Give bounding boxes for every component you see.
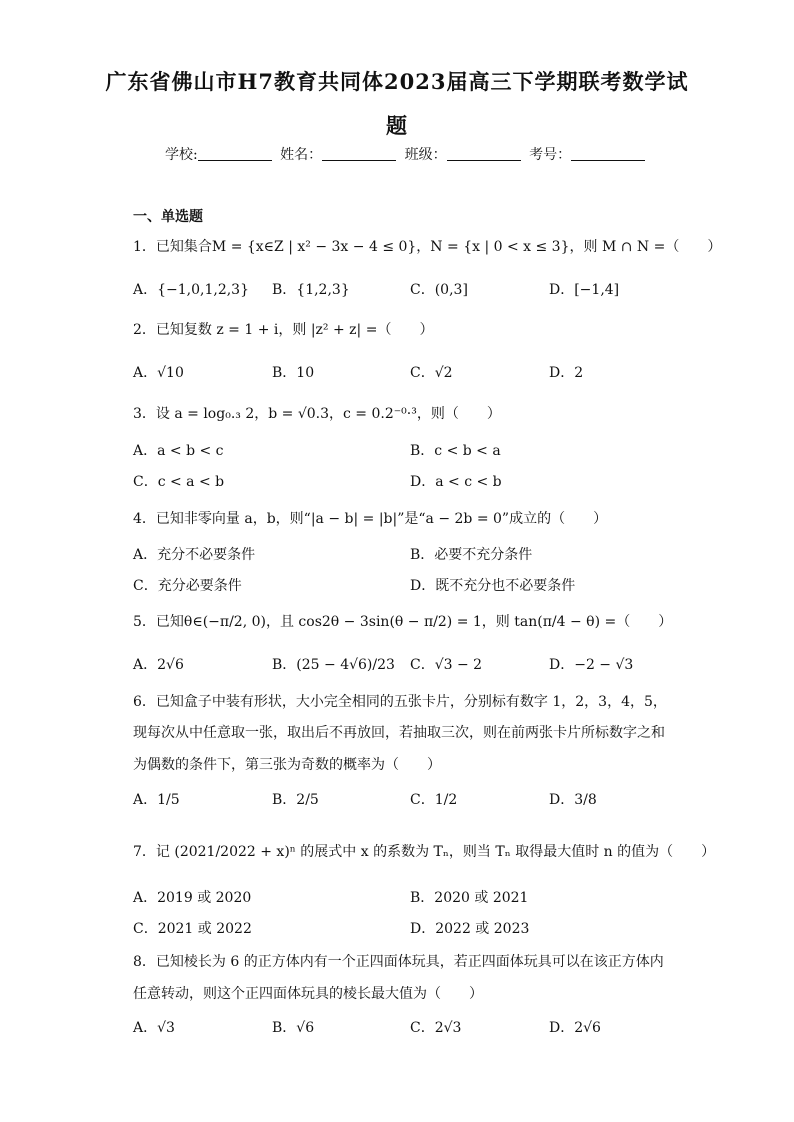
question-6-line-2: 现每次从中任意取一张，取出后不再放回，若抽取三次，则在前两张卡片所标数字之和 — [133, 725, 665, 741]
question-8-line-1: 8．已知棱长为 6 的正方体内有一个正四面体玩具，若正四面体玩具可以在该正方体内 — [133, 954, 664, 970]
exam-no-blank[interactable] — [571, 146, 645, 161]
q6-option-a[interactable]: A．1/5 — [133, 792, 180, 808]
question-6-line-3: 为偶数的条件下，第三张为奇数的概率为（ ） — [133, 757, 441, 773]
school-blank[interactable] — [198, 146, 272, 161]
exam-title-line1: 广东省佛山市H7教育共同体2023届高三下学期联考数学试 — [105, 69, 689, 94]
q4-option-c[interactable]: C．充分必要条件 — [133, 578, 242, 594]
section-heading: 一、单选题 — [133, 209, 203, 225]
question-2: 2．已知复数 z = 1 + i，则 |z² + z| =（ ） — [133, 322, 434, 338]
student-info-row — [165, 144, 649, 164]
q1-option-a[interactable]: A．{−1,0,1,2,3} — [133, 282, 249, 298]
name-blank[interactable] — [322, 146, 396, 161]
question-1: 1．已知集合M = {x∈Z | x² − 3x − 4 ≤ 0}，N = {x | 0 < x ≤ 3}，则 M ∩ N =（ ） — [133, 239, 722, 255]
q2-option-b[interactable]: B．10 — [272, 365, 315, 381]
class-label: 班级： — [404, 147, 447, 163]
q4-option-b[interactable]: B．必要不充分条件 — [410, 547, 533, 563]
q1-option-d[interactable]: D．[−1,4] — [549, 282, 620, 298]
q7-option-a[interactable]: A．2019 或 2020 — [133, 890, 252, 906]
question-4: 4．已知非零向量 a，b，则“|a − b| = |b|”是“a − 2b = 0”成立的（ ） — [133, 511, 608, 527]
q6-option-c[interactable]: C．1/2 — [410, 792, 458, 808]
q2-option-d[interactable]: D．2 — [549, 365, 584, 381]
q5-option-d[interactable]: D．−2 − √3 — [549, 657, 634, 673]
q4-option-d[interactable]: D．既不充分也不必要条件 — [410, 578, 576, 594]
question-3: 3．设 a = log₀.₃ 2，b = √0.3，c = 0.2⁻⁰·³，则（ ） — [133, 406, 501, 422]
question-5: 5．已知θ∈(−π/2, 0)，且 cos2θ − 3sin(θ − π/2) = 1，则 tan(π/4 − θ) =（ ） — [133, 614, 673, 630]
q3-option-d[interactable]: D．a < c < b — [410, 474, 502, 490]
q5-option-a[interactable]: A．2√6 — [133, 657, 184, 673]
class-blank[interactable] — [447, 146, 521, 161]
name-label: 姓名： — [280, 147, 323, 163]
question-8-line-2: 任意转动，则这个正四面体玩具的棱长最大值为（ ） — [133, 986, 483, 1002]
q3-option-b[interactable]: B．c < b < a — [410, 443, 501, 459]
q5-option-c[interactable]: C．√3 − 2 — [410, 657, 483, 673]
q1-option-c[interactable]: C．(0,3] — [410, 282, 468, 298]
q7-option-b[interactable]: B．2020 或 2021 — [410, 890, 529, 906]
q8-option-c[interactable]: C．2√3 — [410, 1020, 462, 1036]
exam-title-line2: 题 — [386, 113, 408, 138]
q6-option-d[interactable]: D．3/8 — [549, 792, 597, 808]
q3-option-c[interactable]: C．c < a < b — [133, 474, 225, 490]
question-7: 7．记 (2021/2022 + x)ⁿ 的展式中 x 的系数为 Tₙ，则当 Tₙ 取得最大值时 n 的值为（ ） — [133, 844, 716, 860]
q6-option-b[interactable]: B．2/5 — [272, 792, 319, 808]
q4-option-a[interactable]: A．充分不必要条件 — [133, 547, 256, 563]
q7-option-c[interactable]: C．2021 或 2022 — [133, 921, 252, 937]
q3-option-a[interactable]: A．a < b < c — [133, 443, 224, 459]
q1-option-b[interactable]: B．{1,2,3} — [272, 282, 350, 298]
q2-option-a[interactable]: A．√10 — [133, 365, 184, 381]
q7-option-d[interactable]: D．2022 或 2023 — [410, 921, 530, 937]
exam-no-label: 考号： — [529, 147, 572, 163]
school-label: 学校: — [165, 147, 198, 163]
q8-option-d[interactable]: D．2√6 — [549, 1020, 601, 1036]
q8-option-b[interactable]: B．√6 — [272, 1020, 315, 1036]
q5-option-b[interactable]: B．(25 − 4√6)/23 — [272, 657, 395, 673]
q8-option-a[interactable]: A．√3 — [133, 1020, 175, 1036]
q2-option-c[interactable]: C．√2 — [410, 365, 453, 381]
question-6-line-1: 6．已知盒子中装有形状，大小完全相同的五张卡片，分别标有数字 1，2，3，4，5， — [133, 694, 667, 710]
